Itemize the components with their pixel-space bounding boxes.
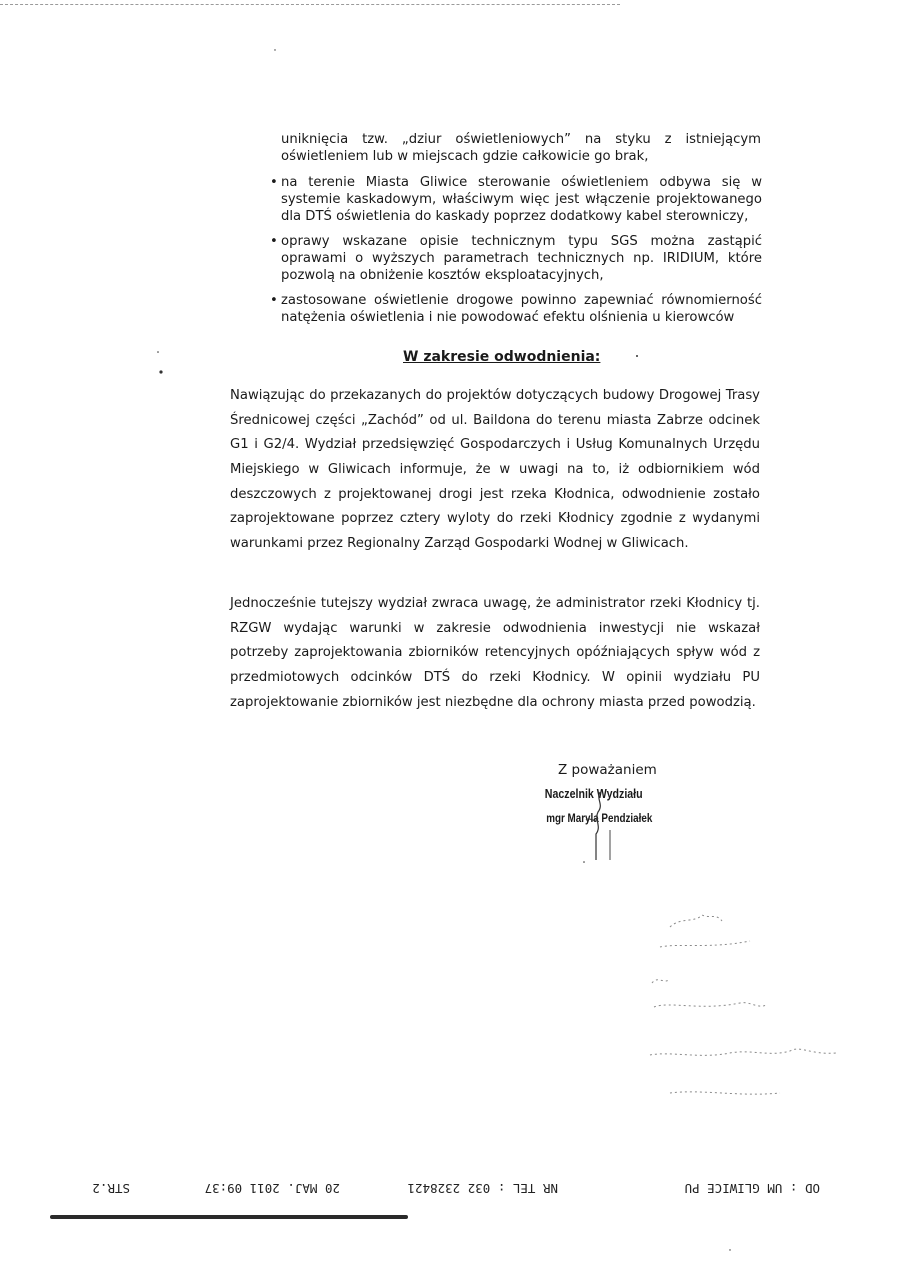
list-item-text: oprawy wskazane opisie technicznym typu SGS można zastąpić oprawami o wyższych parametrach technicznych np. IRIDIUM, które pozwolą na obniżenie kosztów eksploatacyjnych, (281, 234, 762, 283)
fax-page-number: STR.2 (92, 1181, 130, 1196)
list-item-text: zastosowane oświetlenie drogowe powinno zapewniać równomierność natężenia oświetlenia i nie powodować efektu olśnienia u kierowców (281, 293, 762, 325)
list-item (270, 292, 762, 326)
signature-title: Naczelnik Wydziału (544, 787, 643, 801)
bullet-marker: • (270, 293, 278, 308)
fax-phone-number: NR TEL : 032 2328421 (407, 1181, 558, 1196)
intro-continuation-text: uniknięcia tzw. „dziur oświetleniowych” na styku z istniejącym oświetleniem lub w miejscach gdzie całkowicie go brak, (281, 132, 761, 164)
lighting-requirements-list (270, 174, 762, 334)
section-heading: W zakresie odwodnienia: (403, 349, 601, 365)
faint-handwritten-annotations (640, 905, 850, 1105)
scan-edge-line (0, 4, 620, 5)
bullet-marker: • (270, 175, 278, 190)
list-item (270, 233, 762, 284)
signature-name: mgr Maryla Pendziałek (546, 811, 653, 825)
fax-transmission-header (60, 1178, 820, 1196)
fax-sender: OD : UM GLIWICE PU (684, 1181, 820, 1196)
signature-greeting: Z poważaniem (558, 762, 657, 778)
fax-date: 20 MAJ. 2011 09:37 (204, 1181, 340, 1196)
list-item-text: na terenie Miasta Gliwice sterowanie oświetleniem odbywa się w systemie kaskadowym, właściwym więc jest włączenie projektowanego dla DTŚ oświetlenia do kaskady poprzez dodatkowy kabel sterowniczy, (281, 175, 762, 224)
paragraph-drainage-info: Nawiązując do przekazanych do projektów dotyczących budowy Drogowej Trasy Średnicowej części „Zachód” od ul. Baildona do terenu miasta Zabrze odcinek G1 i G2/4. Wydział przedsięwzięć Gospodarczych i Usług Komunalnych Urzędu Miejskiego w Gliwicach informuje, że w uwagi na to, iż odbiornikiem wód deszczowych z projektowanej drogi jest rzeka Kłodnica, odwodnienie zostało zaprojektowane poprzez cztery wyloty do rzeki Kłodnicy zgodnie z wydanymi warunkami przez Regionalny Zarząd Gospodarki Wodnej w Gliwicach. (230, 388, 760, 551)
signature-block (538, 758, 698, 830)
list-item (270, 174, 762, 225)
paragraph-retention-note: Jednocześnie tutejszy wydział zwraca uwagę, że administrator rzeki Kłodnicy tj. RZGW wydając warunki w zakresie odwodnienia inwestycji nie wskazał potrzeby zaprojektowania zbiorników retencyjnych opóźniających spływ wód z przedmiotowych odcinków DTŚ do rzeki Kłodnicy. W opinii wydziału PU zaprojektowanie zbiorników jest niezbędne dla ochrony miasta przed powodzią. (230, 596, 760, 710)
bullet-marker: • (270, 234, 278, 249)
handwritten-signature-mark (578, 790, 618, 870)
scan-edge-bar (50, 1215, 408, 1219)
